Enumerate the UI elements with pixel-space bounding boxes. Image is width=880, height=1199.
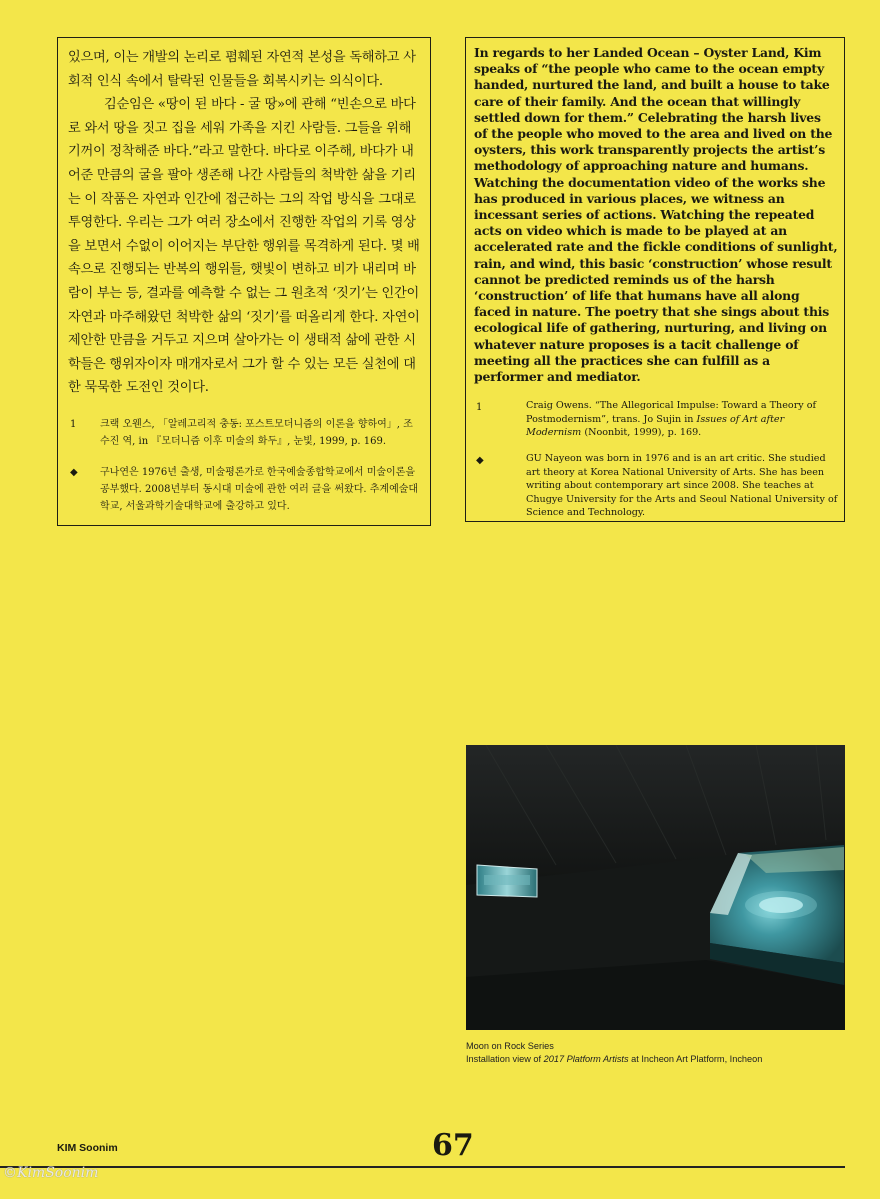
korean-footnotes [68, 416, 420, 515]
footnote-text: 크랙 오웬스, 「알레고리적 충동: 포스트모더니즘의 이론을 향하여」, 조수진 역, in 『모더니즘 이후 미술의 화두』, 눈빛, 1999, p. 169. [100, 418, 413, 447]
english-footnotes [474, 399, 838, 520]
photo-caption [466, 1040, 762, 1066]
installation-photo [466, 745, 845, 1030]
moon-glow [745, 891, 817, 919]
page-number: 67 [432, 1128, 474, 1163]
diamond-bullet-icon: ◆ [476, 455, 484, 467]
caption-description [466, 1053, 762, 1066]
footnote-book-title: Issues of Art after Modernism [526, 413, 785, 439]
footer-artist-name: KIM Soonim [57, 1142, 118, 1154]
english-author-note [474, 452, 838, 520]
footnote-number: 1 [476, 402, 483, 414]
korean-body [68, 46, 420, 400]
korean-author-note [68, 464, 420, 515]
footnote-text [526, 399, 838, 440]
caption-title: Moon on Rock Series [466, 1041, 554, 1051]
caption-text-part: at Incheon Art Platform, Incheon [628, 1054, 763, 1064]
diamond-bullet-icon: ◆ [70, 466, 78, 478]
footnote-text-part: (Noonbit, 1999), p. 169. [581, 427, 702, 439]
korean-paragraph-1: 있으며, 이는 개발의 논리로 폄훼된 자연적 본성을 독해하고 사회적 인식 속에서 탈락된 인물들을 회복시키는 의식이다. [68, 50, 416, 89]
caption-text-part: Installation view of [466, 1054, 544, 1064]
author-note-text: GU Nayeon was born in 1976 and is an art critic. She studied art theory at Korea National University of Arts. She has been writing about contemporary art since 2008. She teaches at Chugye University for the Arts and Seoul National University of Science and Technology. [526, 453, 838, 519]
english-text-box [465, 37, 845, 522]
caption-exhibition-title: 2017 Platform Artists [543, 1054, 629, 1064]
footer-rule [0, 1166, 845, 1168]
footnote-number: 1 [70, 418, 77, 430]
footnote-text-part: Craig Owens. “The Allegorical Impulse: Toward a Theory of Postmodernism”, trans. Jo Sujin in [526, 400, 817, 425]
korean-text-box [57, 37, 431, 526]
author-note-text: 구나연은 1976년 출생, 미술평론가로 한국예술종합학교에서 미술이론을 공부했다. 2008년부터 동시대 미술에 관한 여러 글을 써왔다. 추계예술대학교, 서울과학기술대학교에 출강하고 있다. [100, 466, 419, 512]
korean-paragraph-2: 김순임은 «땅이 된 바다 - 굴 땅»에 관해 “빈손으로 바다로 와서 땅을 짓고 집을 세워 가족을 지킨 사람들. 그들을 위해 기꺼이 정착해준 바다.”라고 말한다. 바다로 이주해, 바다가 내어준 만큼의 굴을 팔아 생존해 나간 사람들의 척박한 삶을 기리는 이 작품은 자연과 인간에 접근하는 그의 작업 방식을 그대로 투영한다. 우리는 그가 여러 장소에서 진행한 작업의 기록 영상을 보면서 수없이 이어지는 부단한 행위를 목격하게 된다. 몇 배속으로 진행되는 반복의 행위들, 햇빛이 변하고 비가 내리며 바람이 부는 등, 결과를 예측할 수 없는 그 원초적 ‘짓기’는 인간이 자연과 마주해왔던 척박한 삶의 ‘짓기’를 떠올리게 한다. 자연이 제안한 만큼을 거두고 지으며 살아가는 이 생태적 삶에 관한 시학들은 행위자이자 매개자로서 그가 할 수 있는 모든 실천에 대한 묵묵한 도전인 것이다. [68, 97, 420, 396]
english-paragraph: In regards to her Landed Ocean – Oyster Land, Kim speaks of “the people who came to the ocean empty handed, nurtured the land, and built a house to take care of their family. And the ocean that willingly settled down for them.” Celebrating the harsh lives of the people who moved to the area and lived on the oysters, this work transparently projects the artist’s methodology of approaching nature and humans. Watching the documentation video of the works she has produced in various places, we witness an incessant series of actions. Watching the repeated acts on video which is made to be played at an accelerated rate and the fickle conditions of sunlight, rain, and wind, this basic ‘construction’ whose result cannot be predicted reminds us of the harsh ‘construction’ of life that humans have all along faced in nature. The poetry that she sings about this ecological life of gathering, nurturing, and living on whatever nature proposes is a tacit challenge of meeting all the practices she can fulfill as a performer and mediator. [474, 45, 838, 385]
small-screen-water [484, 875, 530, 885]
english-body [474, 45, 838, 385]
english-footnote-1 [474, 399, 838, 440]
installation-photo-art [466, 745, 845, 1030]
watermark: ©KimSoonim [3, 1165, 99, 1181]
korean-footnote-1 [68, 416, 420, 450]
